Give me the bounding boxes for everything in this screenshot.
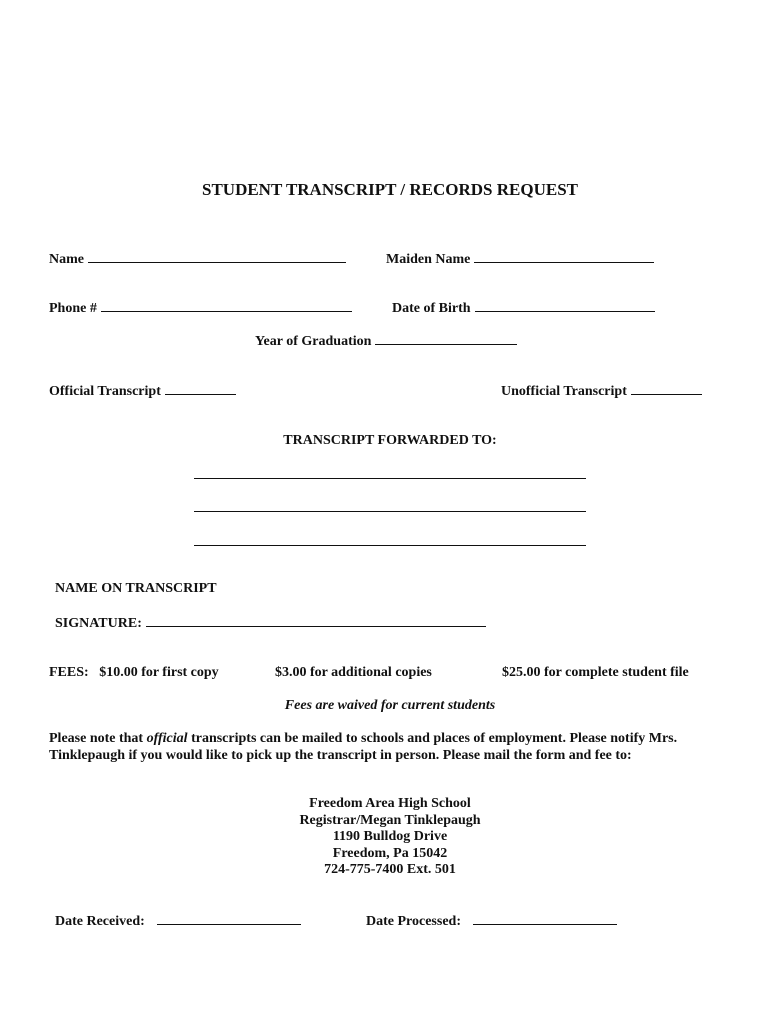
phone-label: Phone #: [49, 301, 97, 316]
official-transcript-field: [49, 382, 236, 401]
name-input-line[interactable]: [88, 250, 346, 263]
unofficial-transcript-input-line[interactable]: [631, 382, 702, 395]
date-received-field: [55, 912, 301, 931]
graduation-year-input-line[interactable]: [375, 332, 517, 345]
address-registrar: Registrar/Megan Tinklepaugh: [299, 812, 481, 828]
maiden-name-input-line[interactable]: [474, 250, 654, 263]
phone-field: [49, 299, 352, 318]
dob-field: [392, 299, 655, 318]
fee-additional-copies: $3.00 for additional copies: [275, 665, 432, 680]
forwarded-address-line-3[interactable]: [194, 545, 586, 546]
forwarded-address-line-2[interactable]: [194, 511, 586, 512]
official-transcript-input-line[interactable]: [165, 382, 236, 395]
name-field: [49, 250, 346, 269]
fee-first-copy: $10.00 for first copy: [99, 665, 219, 680]
date-processed-field: [366, 912, 617, 931]
fees-first-copy: [49, 664, 219, 682]
address-street: 1190 Bulldog Drive: [332, 829, 448, 845]
note-text-start: Please note that: [49, 731, 147, 746]
date-processed-input-line[interactable]: [473, 912, 617, 925]
mailing-note: [49, 730, 725, 764]
official-transcript-label: Official Transcript: [49, 384, 161, 399]
graduation-year-field: [255, 332, 517, 351]
note-text-end: transcripts can be mailed to schools and places of employment. Please notify Mrs. Tinklepaugh if you would like to pick up the transcript in person. Please mail the form and fee to:: [49, 731, 678, 763]
form-title: STUDENT TRANSCRIPT / RECORDS REQUEST: [202, 180, 578, 199]
signature-label: SIGNATURE:: [55, 616, 142, 631]
fees-label: FEES:: [49, 665, 89, 680]
date-received-label: Date Received:: [55, 914, 145, 929]
forwarded-address-line-1[interactable]: [194, 478, 586, 479]
dob-input-line[interactable]: [475, 299, 655, 312]
address-phone: 724-775-7400 Ext. 501: [324, 862, 456, 878]
signature-input-line[interactable]: [146, 614, 486, 627]
name-on-transcript-label: NAME ON TRANSCRIPT: [55, 581, 217, 596]
maiden-name-field: [386, 250, 654, 269]
note-emphasis: official: [146, 731, 188, 746]
address-school: Freedom Area High School: [309, 796, 471, 811]
address-city: Freedom, Pa 15042: [332, 845, 448, 861]
unofficial-transcript-label: Unofficial Transcript: [501, 384, 627, 399]
fee-waiver-note: Fees are waived for current students: [284, 698, 496, 713]
date-processed-label: Date Processed:: [366, 914, 461, 929]
signature-field: [55, 614, 486, 633]
phone-input-line[interactable]: [101, 299, 352, 312]
mailing-address: [0, 796, 770, 879]
fee-complete-file: $25.00 for complete student file: [502, 665, 689, 680]
maiden-name-label: Maiden Name: [386, 252, 471, 267]
date-received-input-line[interactable]: [157, 912, 301, 925]
graduation-year-label: Year of Graduation: [255, 334, 372, 349]
name-label: Name: [49, 252, 84, 267]
unofficial-transcript-field: [501, 382, 702, 401]
dob-label: Date of Birth: [392, 301, 471, 316]
forwarded-heading: TRANSCRIPT FORWARDED TO:: [283, 433, 497, 448]
